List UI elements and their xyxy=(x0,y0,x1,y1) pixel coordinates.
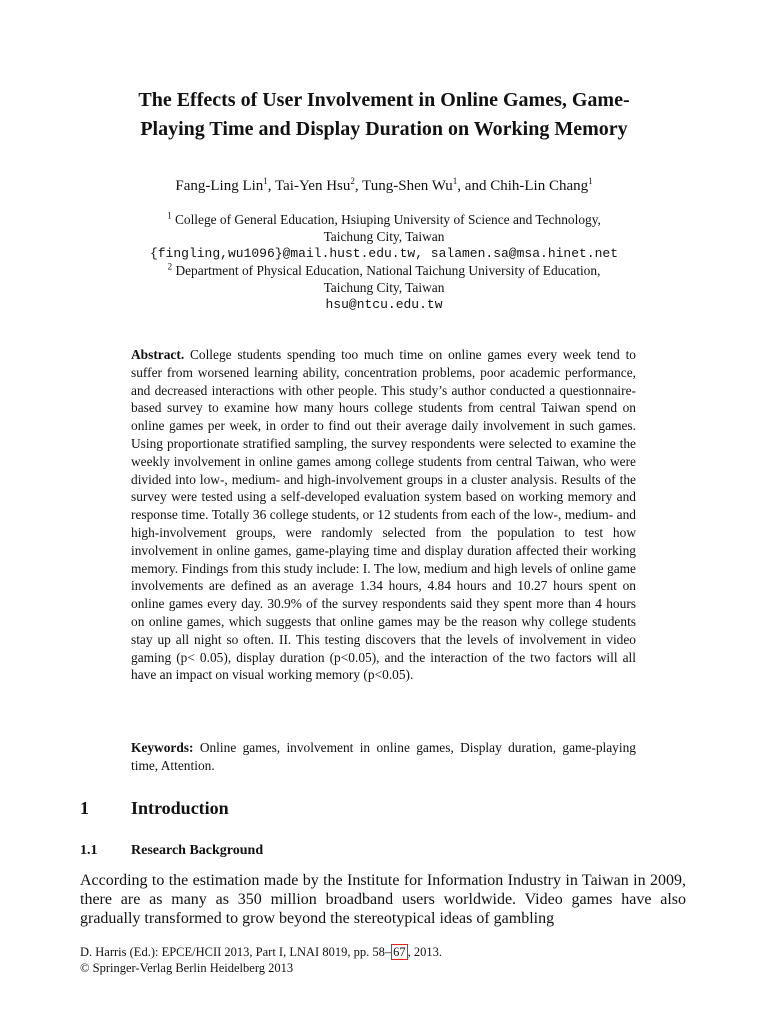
author: Chih-Lin Chang$^1$ xyxy=(490,176,593,194)
copyright: © Springer-Verlag Berlin Heidelberg 2013 xyxy=(80,961,294,975)
author-list xyxy=(60,176,708,196)
body-paragraph: According to the estimation made by the Institute for Information Industry in Taiwan in 2009, there are as many as 350 million broadband users worldwide. Video games have also gradually transformed to grow beyond the stereotypical ideas of gambling xyxy=(80,872,686,927)
affiliation-marker: 1 xyxy=(167,210,172,221)
affiliation-2 xyxy=(60,262,708,313)
affiliation-institution: College of General Education, Hsiuping University of Science and Technology, xyxy=(174,212,601,227)
abstract-label: Abstract. xyxy=(131,347,185,362)
title-line-1: The Effects of User Involvement in Online Games, Game- xyxy=(138,89,630,111)
affiliation-institution: Department of Physical Education, National Taichung University of Education, xyxy=(175,263,601,278)
subsection-title: Research Background xyxy=(131,843,264,858)
author: Fang-Ling Lin$^1$, xyxy=(175,176,276,194)
footer xyxy=(80,944,442,976)
title-line-2: Playing Time and Display Duration on Working Memory xyxy=(140,118,628,140)
affiliation-location: Taichung City, Taiwan xyxy=(323,280,445,295)
abstract xyxy=(131,346,636,684)
affiliation-1 xyxy=(60,211,708,262)
author: Tung-Shen Wu$^1$, and xyxy=(362,176,491,194)
citation: D. Harris (Ed.): EPCE/HCII 2013, Part I, LNAI 8019, pp. 58– 67 , 2013. xyxy=(80,945,442,959)
page-end-link[interactable]: 67 xyxy=(393,945,406,959)
section-number: 1 xyxy=(80,798,89,818)
keywords xyxy=(131,739,636,775)
affiliation-email[interactable]: hsu@ntcu.edu.tw xyxy=(325,297,443,312)
affiliation-email[interactable]: {fingling,wu1096}@mail.hust.edu.tw, salamen.sa@msa.hinet.net xyxy=(149,246,619,261)
paper-title xyxy=(60,86,708,144)
affiliation-marker: 2 xyxy=(167,261,173,272)
subsection-number: 1.1 xyxy=(80,843,98,858)
section-title: Introduction xyxy=(131,798,229,818)
abstract-text: College students spending too much time on online games every week tend to suffer from worsened learning ability, concentration problems, poor academic performance, and decreased interactions with other people. This study’s author conducted a questionnaire-based survey to examine how many hours college students from central Taiwan spend on online games per week, in order to find out their average daily involvement in such games. Using proportionate stratified sampling, the survey respondents were selected to examine the weekly involvement in online games among college students from central Taiwan, who were divided into low-, medium- and high-involvement groups in a cluster analysis. Results of the survey were tested using a self-developed evaluation system based on working memory and response time. Totally 36 college students, or 12 students from each of the low-, medium- and high-involvement groups, were randomly selected from the population to test how involvement in online games, game-playing time and display duration affected their working memory. Findings from this study include: I. The low, medium and high levels of online game involvements are defined as an average 1.34 hours, 4.84 hours and 10.27 hours spent on online games every day. 30.9% of the survey respondents said they spent more than 4 hours on online games, which suggests that online games may be the reason why college students stay up all night so often. II. This testing discovers that the levels of involvement in video gaming (p< 0.05), display duration (p<0.05), and the interaction of the two factors will all have an impact on visual working memory (p<0.05). xyxy=(131,347,636,683)
keywords-text: Online games, involvement in online games, Display duration, game-playing time, Attention. xyxy=(131,740,636,773)
affiliation-location: Taichung City, Taiwan xyxy=(323,229,445,244)
keywords-label: Keywords: xyxy=(131,740,194,755)
author: Tai-Yen Hsu$^2$, xyxy=(275,176,363,194)
